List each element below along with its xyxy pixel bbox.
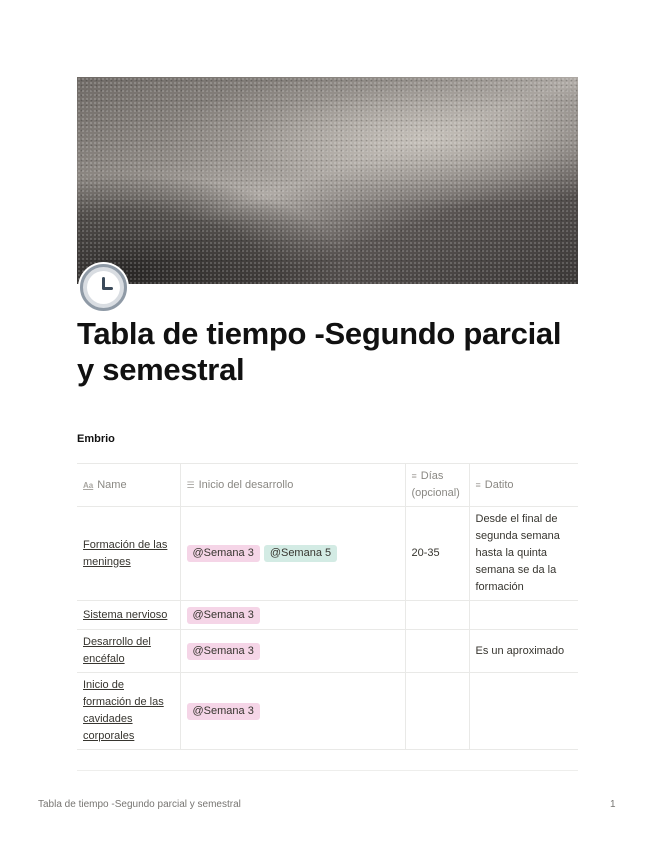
cell-dato (469, 601, 578, 630)
page-title: Tabla de tiempo -Segundo parcial y semestral (77, 316, 562, 387)
divider (77, 770, 578, 771)
cover-image (77, 77, 578, 284)
table-row[interactable] (77, 673, 578, 750)
row-name-link[interactable]: Sistema nervioso (83, 608, 168, 621)
text-property-icon: Aa (83, 480, 94, 490)
table-row[interactable] (77, 630, 578, 673)
text-lines-icon: ≡ (411, 471, 417, 481)
week-tag[interactable]: @Semana 3 (187, 703, 260, 720)
cell-dias (405, 630, 469, 673)
header-dato-label: Datito (484, 478, 514, 491)
section-label: Embrio (77, 433, 115, 445)
row-name-link[interactable]: Formación de las meninges (83, 538, 168, 568)
cell-name (77, 673, 180, 750)
cell-dias (405, 673, 469, 750)
week-tag[interactable]: @Semana 3 (187, 545, 260, 562)
page-number: 1 (610, 799, 616, 810)
cover-texture (77, 77, 578, 284)
header-dias[interactable] (405, 464, 469, 507)
database-table (77, 463, 578, 750)
week-tag[interactable]: @Semana 5 (264, 545, 337, 562)
cell-dias: 20-35 (405, 507, 469, 601)
header-dias-label: Días (opcional) (411, 470, 460, 499)
cell-inicio (180, 601, 405, 630)
row-name-link[interactable]: Inicio de formación de las cavidades corporales (83, 679, 164, 742)
header-inicio-label: Inicio del desarrollo (198, 478, 294, 491)
header-dato[interactable] (469, 464, 578, 507)
list-property-icon: ☰ (186, 479, 195, 490)
week-tag[interactable]: @Semana 3 (187, 643, 260, 660)
header-name-label: Name (97, 478, 127, 491)
header-inicio[interactable] (180, 464, 405, 507)
cell-name (77, 601, 180, 630)
cell-dato: Desde el final de segunda semana hasta la quinta semana se da la formación (469, 507, 578, 601)
cell-dato (469, 673, 578, 750)
cell-dato: Es un aproximado (469, 630, 578, 673)
table-header-row (77, 464, 578, 507)
header-name[interactable] (77, 464, 180, 507)
table-row[interactable] (77, 601, 578, 630)
footer-title: Tabla de tiempo -Segundo parcial y semestral (38, 799, 241, 810)
table-row[interactable] (77, 507, 578, 601)
text-lines-icon: ≡ (475, 479, 481, 490)
cell-name (77, 630, 180, 673)
cell-inicio (180, 673, 405, 750)
week-tag[interactable]: @Semana 3 (187, 607, 260, 624)
cell-dias (405, 601, 469, 630)
cell-inicio (180, 507, 405, 601)
row-name-link[interactable]: Desarrollo del encéfalo (83, 636, 151, 665)
clock-minute-hand (102, 287, 113, 290)
clock-icon (80, 264, 127, 311)
cell-inicio (180, 630, 405, 673)
cell-name (77, 507, 180, 601)
